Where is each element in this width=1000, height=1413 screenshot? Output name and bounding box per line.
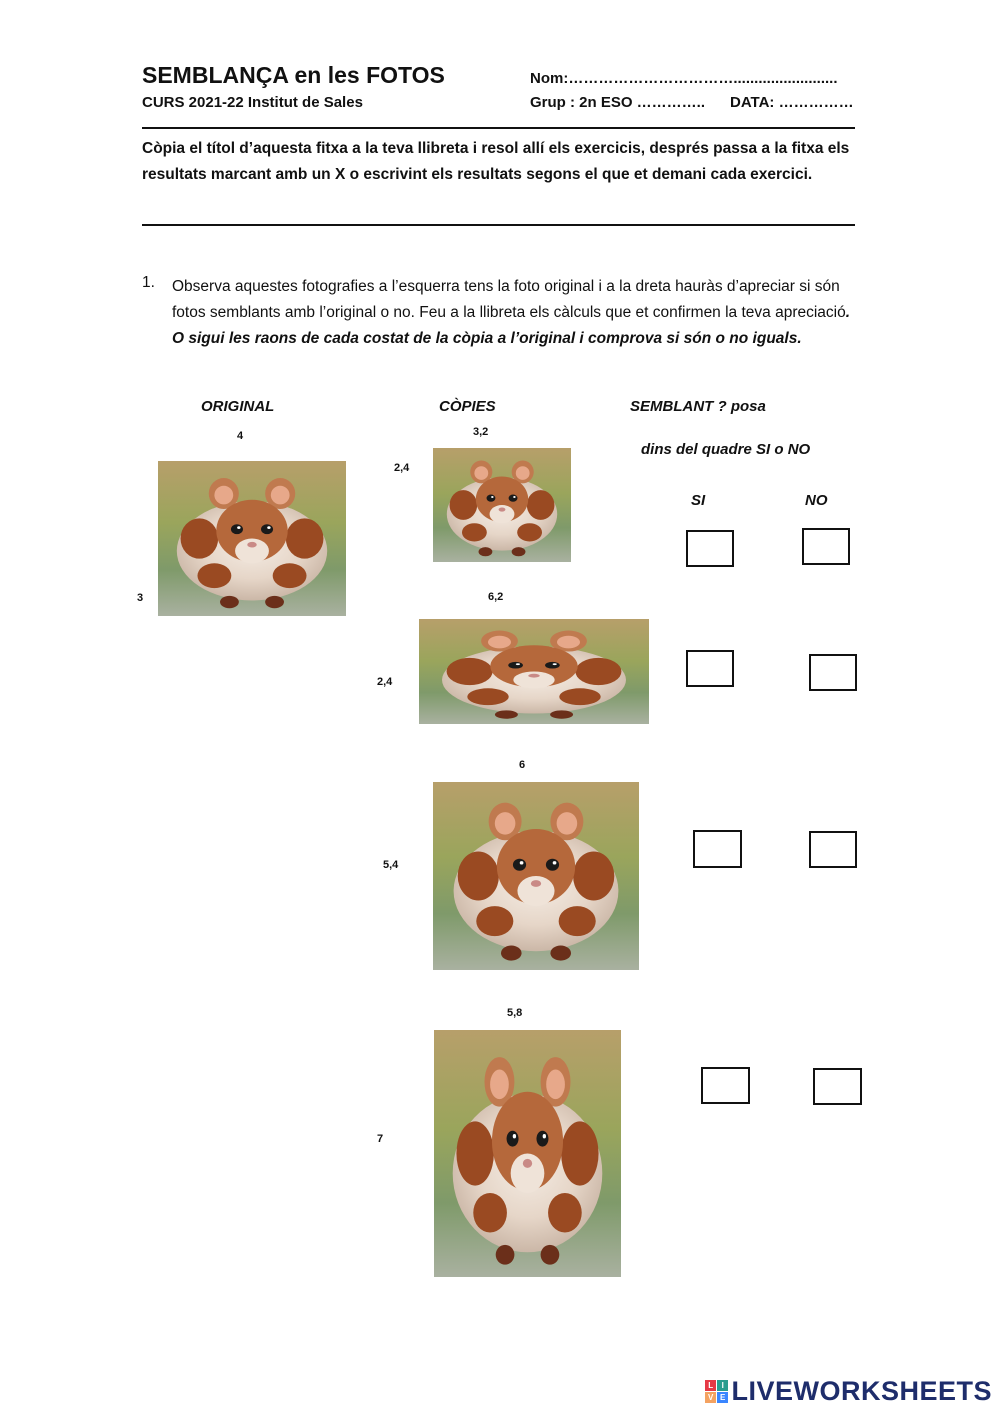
copy3-width-label: 6 xyxy=(519,759,526,771)
copy1-no-checkbox[interactable] xyxy=(802,528,850,565)
divider-bottom xyxy=(142,224,855,226)
copy4-no-checkbox[interactable] xyxy=(813,1068,862,1105)
copy3-yes-checkbox[interactable] xyxy=(693,830,742,868)
copy3-hamster-photo xyxy=(433,782,639,970)
column-similar-subheader: dins del quadre SI o NO xyxy=(641,441,811,458)
no-label: NO xyxy=(805,492,828,509)
divider-top xyxy=(142,127,855,129)
copy1-hamster-photo xyxy=(433,448,571,562)
copy2-no-checkbox[interactable] xyxy=(809,654,857,691)
column-original-header: ORIGINAL xyxy=(201,398,275,415)
copy3-no-checkbox[interactable] xyxy=(809,831,857,868)
name-field: Nom:……………………………......................... xyxy=(530,70,838,87)
copy4-height-label: 7 xyxy=(377,1133,384,1145)
copy4-yes-checkbox[interactable] xyxy=(701,1067,750,1104)
original-width-label: 4 xyxy=(237,430,244,442)
liveworksheets-logo xyxy=(705,1376,992,1407)
question-number: 1. xyxy=(142,274,155,291)
column-copies-header: CÒPIES xyxy=(439,398,496,415)
question-emphasis: . O sigui les raons de cada costat de la còpia a l’original i comprova si són o no iguals. xyxy=(172,304,851,347)
copy2-width-label: 6,2 xyxy=(488,591,504,603)
instructions-text: Còpia el títol d’aquesta fitxa a la teva llibreta i resol allí els exercicis, després passa a la fitxa els resultats marcant amb un X o escrivint els resultats segons el que et demani cada exercici. xyxy=(142,140,850,183)
copy2-yes-checkbox[interactable] xyxy=(686,650,734,687)
logo-mark-icon: L I V E xyxy=(705,1380,728,1403)
copy3-height-label: 5,4 xyxy=(383,859,399,871)
page-title: SEMBLANÇA en les FOTOS xyxy=(142,62,445,88)
copy4-hamster-photo xyxy=(434,1030,621,1277)
original-hamster-photo xyxy=(158,461,346,616)
question-text: Observa aquestes fotografies a l’esquerra tens la foto original i a la dreta hauràs d’apreciar si són fotos semblants amb l’original o no. Feu a la llibreta els càlculs que et confirmen la teva apreciació. O sigui les raons de cada costat de la còpia a l’original i comprova si són o no iguals. xyxy=(172,278,851,347)
course-info: CURS 2021-22 Institut de Sales xyxy=(142,94,363,111)
copy1-height-label: 2,4 xyxy=(394,462,410,474)
copy1-yes-checkbox[interactable] xyxy=(686,530,734,567)
group-field: Grup : 2n ESO ………….. xyxy=(530,94,706,111)
original-height-label: 3 xyxy=(137,592,144,604)
logo-text: LIVEWORKSHEETS xyxy=(731,1376,992,1406)
yes-label: SI xyxy=(691,492,706,509)
copy4-width-label: 5,8 xyxy=(507,1007,523,1019)
copy2-hamster-photo xyxy=(419,619,649,724)
date-field: DATA: …………… xyxy=(730,94,854,111)
copy2-height-label: 2,4 xyxy=(377,676,393,688)
column-similar-header: SEMBLANT ? posa xyxy=(630,398,766,415)
copy1-width-label: 3,2 xyxy=(473,426,489,438)
